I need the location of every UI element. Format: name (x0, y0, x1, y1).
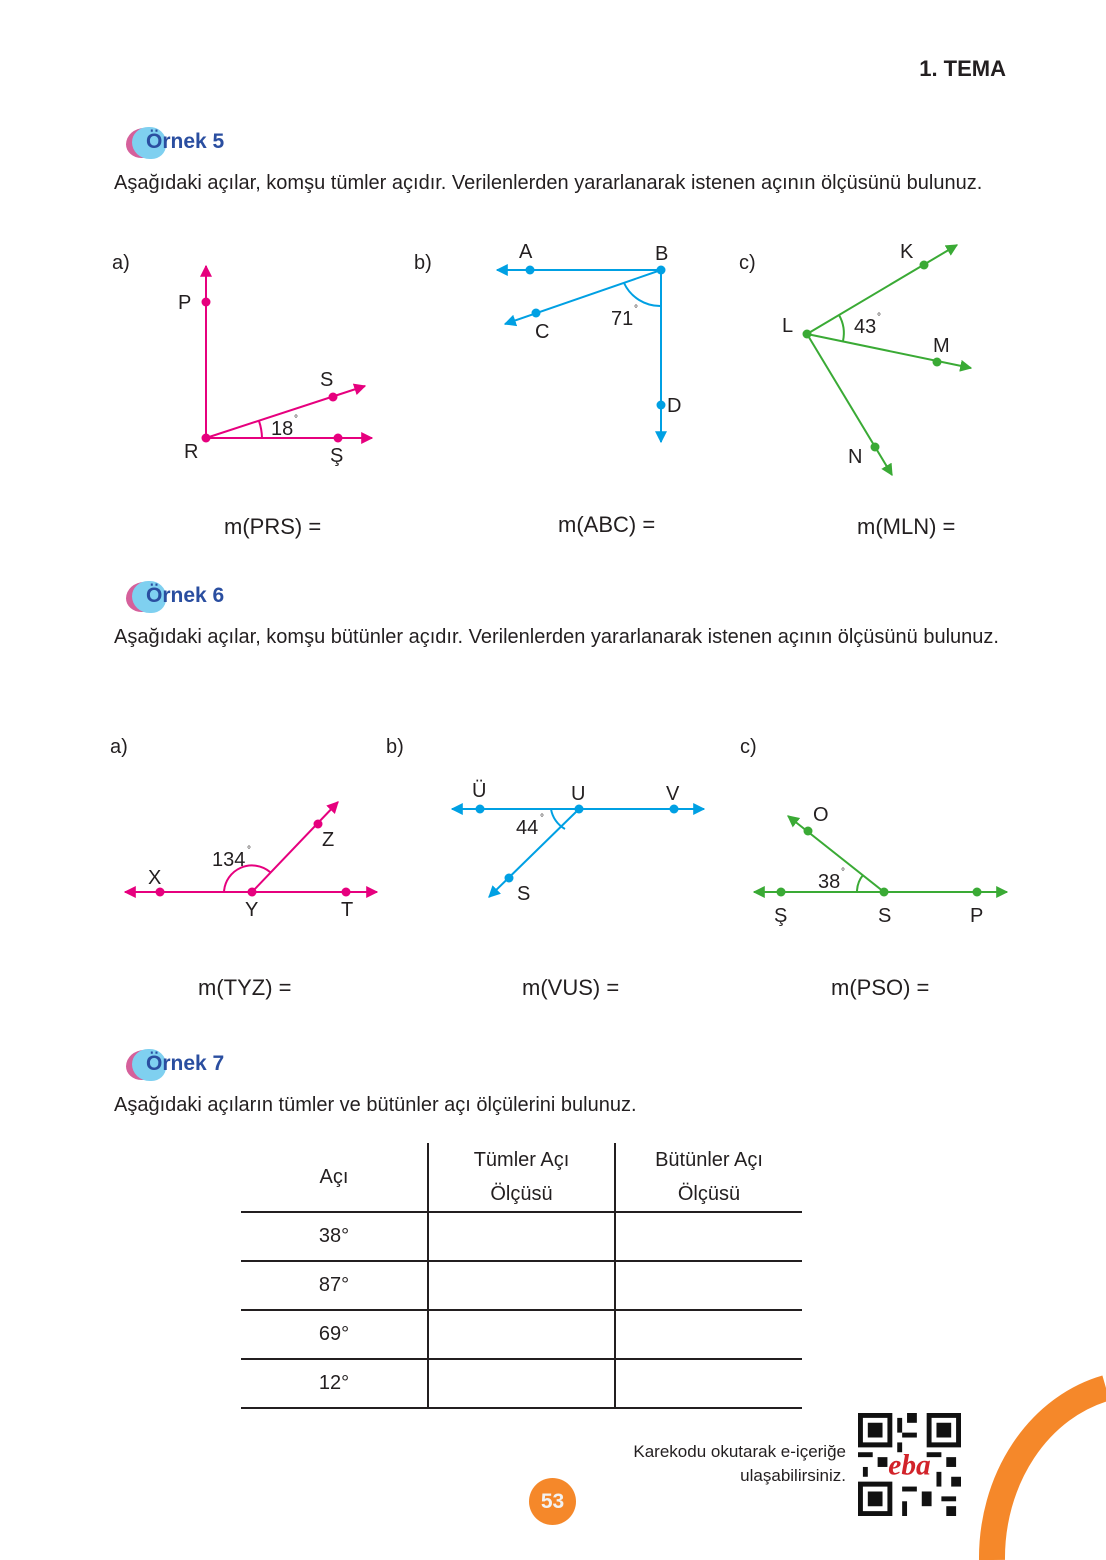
svg-text:S: S (517, 883, 531, 905)
qr-code-icon[interactable] (858, 1413, 961, 1516)
svg-text:M: M (933, 335, 950, 357)
diagram-5b (497, 270, 661, 442)
part-label: c) (739, 252, 756, 274)
svg-text:V: V (666, 783, 680, 805)
decorative-arc (975, 1375, 1106, 1560)
diagram-5c (807, 245, 971, 475)
diagram-6a (125, 802, 377, 892)
svg-text:Ş: Ş (774, 905, 788, 927)
svg-text:°: ° (540, 813, 544, 824)
svg-text:°: ° (294, 414, 298, 425)
diagram-6c (754, 816, 1007, 892)
header-angle: Açı (241, 1143, 428, 1212)
svg-text:°: ° (841, 867, 845, 878)
header-supplement: Bütünler Açı Ölçüsü (615, 1143, 802, 1212)
svg-text:134: 134 (212, 849, 246, 871)
svg-text:X: X (148, 867, 162, 889)
svg-text:eba: eba (888, 1449, 931, 1482)
example-5-badge: Örnek 5 (124, 124, 254, 160)
qr-caption: Karekodu okutarak e-içeriğe ulaşabilirsiniz. (633, 1442, 846, 1485)
svg-text:°: ° (877, 312, 881, 323)
example-7-text: Aşağıdaki açıların tümler ve bütünler açı ölçülerini bulunuz. (114, 1094, 637, 1116)
table-row: 87° (241, 1261, 802, 1310)
example-7-badge: Örnek 7 (124, 1046, 254, 1082)
table-row: 69° (241, 1310, 802, 1359)
example-6-text: Aşağıdaki açılar, komşu bütünler açıdır. Verilenlerden yararlanarak istenen açının ölçüsünü bulunuz. (114, 626, 999, 648)
svg-text:A: A (519, 241, 533, 263)
example-5-text: Aşağıdaki açılar, komşu tümler açıdır. Verilenlerden yararlanarak istenen açının ölçüsünü bulunuz. (114, 172, 983, 194)
svg-text:43: 43 (854, 316, 877, 338)
header-complement: Tümler Açı Ölçüsü (428, 1143, 615, 1212)
angle-expression: m(ABC) = (558, 512, 656, 537)
example-6-badge: Örnek 6 (124, 578, 254, 614)
svg-text:D: D (667, 395, 682, 417)
svg-text:°: ° (247, 845, 251, 856)
svg-text:P: P (970, 905, 984, 927)
part-label: c) (740, 736, 757, 758)
svg-text:Y: Y (245, 899, 259, 921)
svg-text:°: ° (634, 304, 638, 315)
angle-expression: m(TYZ) = (198, 975, 292, 1000)
svg-text:U: U (571, 783, 586, 805)
table-row: 38° (241, 1212, 802, 1261)
svg-text:P: P (178, 292, 192, 314)
angle-expression: m(PSO) = (831, 975, 930, 1000)
svg-text:K: K (900, 241, 914, 263)
svg-text:S: S (320, 369, 334, 391)
diagram-5a (206, 266, 372, 438)
svg-text:Ü: Ü (472, 780, 487, 802)
part-label: a) (112, 252, 130, 274)
svg-text:Z: Z (322, 829, 335, 851)
angle-expression: m(VUS) = (522, 975, 620, 1000)
svg-text:S: S (878, 905, 892, 927)
svg-text:B: B (655, 243, 669, 265)
svg-text:44: 44 (516, 817, 539, 839)
svg-text:71: 71 (611, 308, 634, 330)
angle-expression: m(PRS) = (224, 514, 322, 539)
svg-text:L: L (782, 315, 794, 337)
angles-table (241, 1143, 802, 1409)
table-row: 12° (241, 1359, 802, 1408)
part-label: a) (110, 736, 128, 758)
part-label: b) (386, 736, 404, 758)
theme-title: 1. TEMA (919, 56, 1006, 81)
svg-text:38: 38 (818, 871, 841, 893)
svg-text:N: N (848, 446, 863, 468)
angle-expression: m(MLN) = (857, 514, 956, 539)
svg-text:O: O (813, 804, 829, 826)
svg-text:R: R (184, 441, 199, 463)
svg-text:18: 18 (271, 418, 294, 440)
page-number: 53 (529, 1478, 576, 1525)
part-label: b) (414, 252, 432, 274)
diagram-6b (452, 809, 704, 897)
svg-text:T: T (341, 899, 354, 921)
svg-text:Ş: Ş (330, 445, 344, 467)
svg-text:C: C (535, 321, 550, 343)
